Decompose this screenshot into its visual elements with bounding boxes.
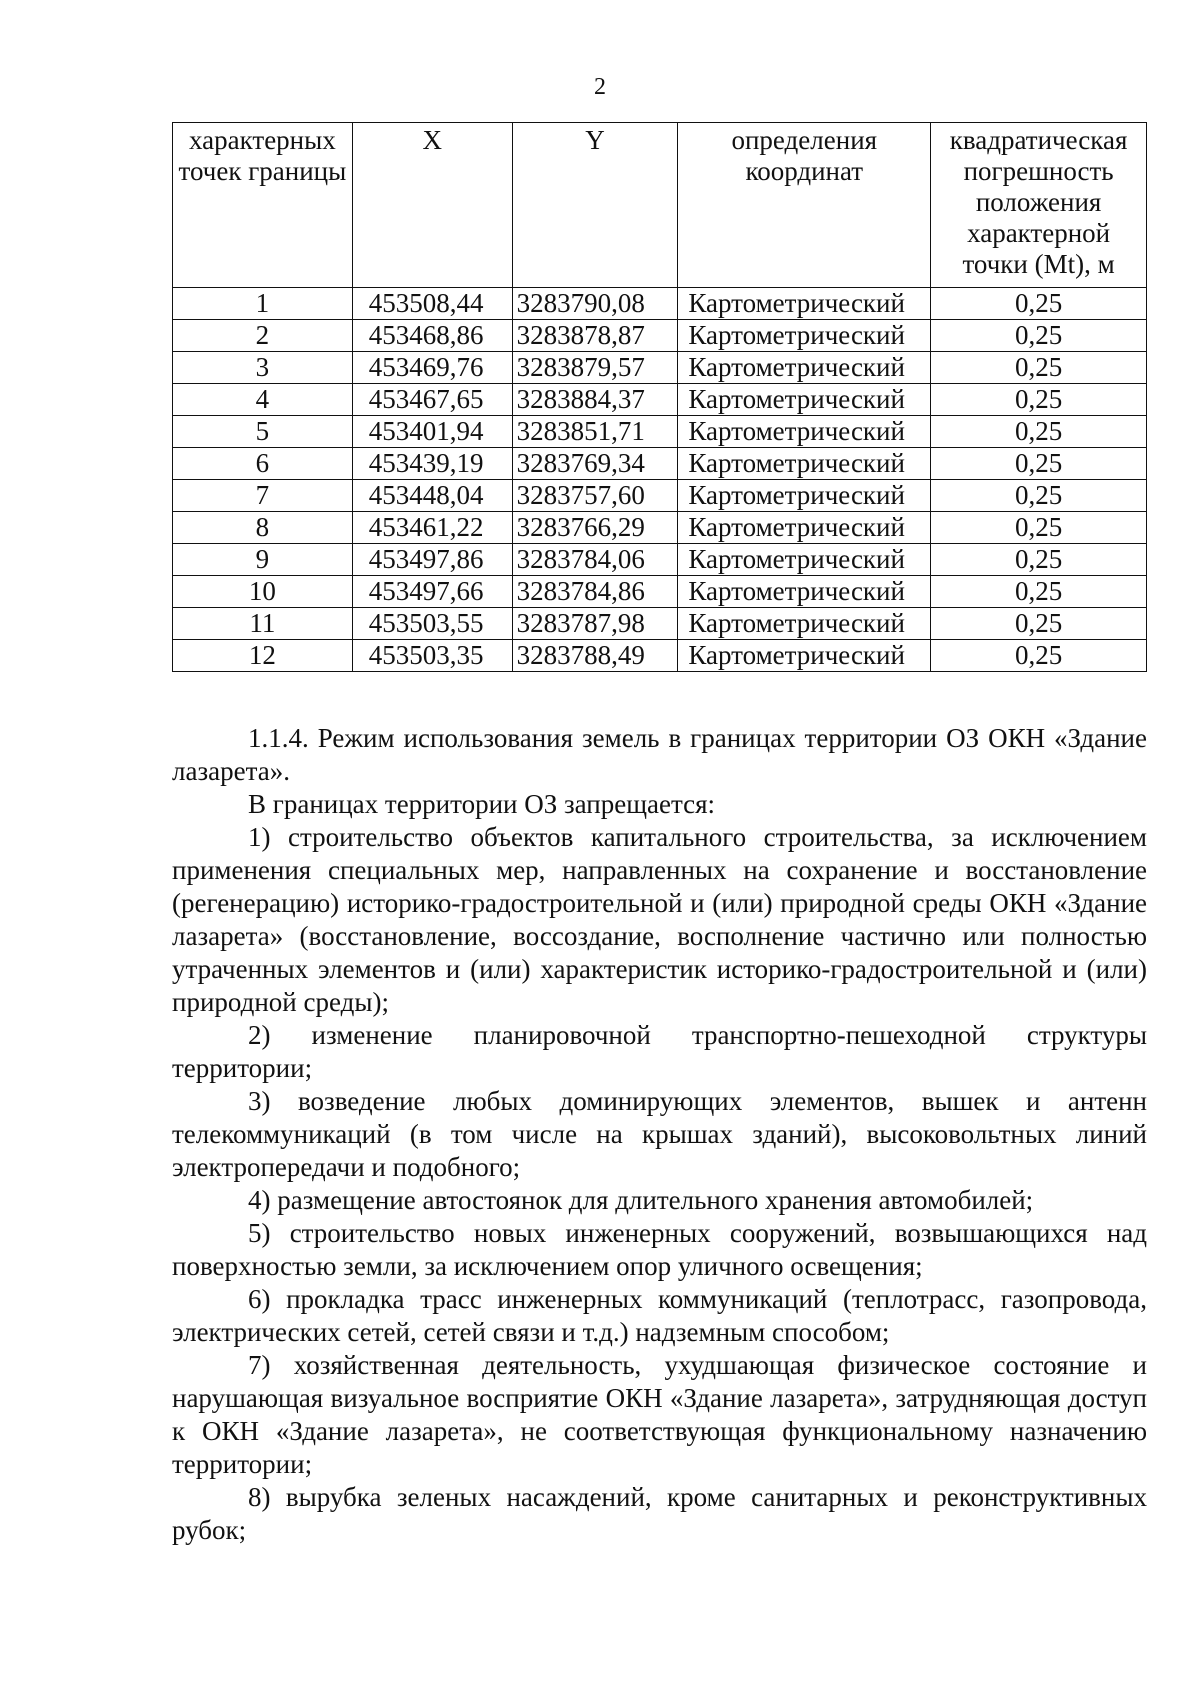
header-y: Y [512, 123, 678, 288]
point-number: 11 [173, 608, 353, 640]
y-coordinate: 3283878,87 [512, 320, 678, 352]
table-row [173, 448, 1147, 480]
x-coordinate: 453468,86 [352, 320, 512, 352]
intro-paragraph: В границах территории ОЗ запрещается: [248, 789, 716, 819]
point-number: 1 [173, 288, 353, 320]
list-item: 7) хозяйственная деятельность, ухудшающая физическое состояние и нарушающая визуальное восприятие ОКН «Здание лазарета», затрудняющая доступ к ОКН «Здание лазарета», не соответствующая функциональному назначению территории; [172, 1350, 1147, 1479]
method: Картометрический [678, 640, 931, 672]
point-number: 12 [173, 640, 353, 672]
error-value: 0,25 [931, 640, 1147, 672]
error-value: 0,25 [931, 480, 1147, 512]
x-coordinate: 453461,22 [352, 512, 512, 544]
method: Картометрический [678, 576, 931, 608]
list-item: 5) строительство новых инженерных сооружений, возвышающихся над поверхностью земли, за исключением опор уличного освещения; [172, 1218, 1147, 1281]
error-value: 0,25 [931, 512, 1147, 544]
error-value: 0,25 [931, 448, 1147, 480]
y-coordinate: 3283790,08 [512, 288, 678, 320]
header-point-number: характерных точек границы [173, 123, 353, 288]
x-coordinate: 453508,44 [352, 288, 512, 320]
y-coordinate: 3283884,37 [512, 384, 678, 416]
table-row [173, 480, 1147, 512]
section-heading: 1.1.4. Режим использования земель в границах территории ОЗ ОКН «Здание лазарета». [172, 723, 1147, 786]
table-row [173, 320, 1147, 352]
method: Картометрический [678, 448, 931, 480]
y-coordinate: 3283769,34 [512, 448, 678, 480]
point-number: 10 [173, 576, 353, 608]
error-value: 0,25 [931, 416, 1147, 448]
error-value: 0,25 [931, 544, 1147, 576]
error-value: 0,25 [931, 288, 1147, 320]
method: Картометрический [678, 320, 931, 352]
y-coordinate: 3283851,71 [512, 416, 678, 448]
y-coordinate: 3283784,06 [512, 544, 678, 576]
x-coordinate: 453503,35 [352, 640, 512, 672]
method: Картометрический [678, 512, 931, 544]
method: Картометрический [678, 416, 931, 448]
y-coordinate: 3283788,49 [512, 640, 678, 672]
x-coordinate: 453497,66 [352, 576, 512, 608]
table-row [173, 576, 1147, 608]
point-number: 5 [173, 416, 353, 448]
table-row [173, 640, 1147, 672]
point-number: 4 [173, 384, 353, 416]
table-row [173, 416, 1147, 448]
y-coordinate: 3283879,57 [512, 352, 678, 384]
table-row [173, 288, 1147, 320]
method: Картометрический [678, 352, 931, 384]
error-value: 0,25 [931, 352, 1147, 384]
coordinates-table [172, 122, 1147, 672]
method: Картометрический [678, 480, 931, 512]
table-row [173, 512, 1147, 544]
header-error: квадратическая погрешность положения характерной точки (Mt), м [931, 123, 1147, 288]
method: Картометрический [678, 384, 931, 416]
y-coordinate: 3283784,86 [512, 576, 678, 608]
point-number: 8 [173, 512, 353, 544]
x-coordinate: 453439,19 [352, 448, 512, 480]
header-method: определения координат [678, 123, 931, 288]
point-number: 6 [173, 448, 353, 480]
table-row [173, 608, 1147, 640]
x-coordinate: 453467,65 [352, 384, 512, 416]
y-coordinate: 3283787,98 [512, 608, 678, 640]
table-row [173, 544, 1147, 576]
list-item: 1) строительство объектов капитального строительства, за исключением применения специальных мер, направленных на сохранение и восстановление (регенерацию) историко-градостроительной и (или) природной среды ОКН «Здание лазарета» (восстановление, воссоздание, восполнение частично или полностью утраченных элементов и (или) характеристик историко-градостроительной и (или) природной среды); [172, 822, 1147, 1017]
list-item: 2) изменение планировочной транспортно-пешеходной структуры территории; [172, 1020, 1147, 1083]
x-coordinate: 453469,76 [352, 352, 512, 384]
table-row [173, 352, 1147, 384]
point-number: 3 [173, 352, 353, 384]
error-value: 0,25 [931, 320, 1147, 352]
table-row [173, 384, 1147, 416]
method: Картометрический [678, 288, 931, 320]
x-coordinate: 453503,55 [352, 608, 512, 640]
point-number: 9 [173, 544, 353, 576]
list-item: 6) прокладка трасс инженерных коммуникаций (теплотрасс, газопровода, электрических сетей, сетей связи и т.д.) надземным способом; [172, 1284, 1147, 1347]
y-coordinate: 3283757,60 [512, 480, 678, 512]
list-item: 3) возведение любых доминирующих элементов, вышек и антенн телекоммуникаций (в том числе на крышах зданий), высоковольтных линий электропередачи и подобного; [172, 1086, 1147, 1182]
y-coordinate: 3283766,29 [512, 512, 678, 544]
header-x: X [352, 123, 512, 288]
list-item: 8) вырубка зеленых насаждений, кроме санитарных и реконструктивных рубок; [172, 1482, 1147, 1545]
table-header-row [173, 123, 1147, 288]
error-value: 0,25 [931, 576, 1147, 608]
list-item: 4) размещение автостоянок для длительного хранения автомобилей; [248, 1185, 1034, 1215]
page-number: 2 [594, 74, 606, 100]
x-coordinate: 453497,86 [352, 544, 512, 576]
x-coordinate: 453448,04 [352, 480, 512, 512]
x-coordinate: 453401,94 [352, 416, 512, 448]
error-value: 0,25 [931, 608, 1147, 640]
method: Картометрический [678, 608, 931, 640]
point-number: 7 [173, 480, 353, 512]
point-number: 2 [173, 320, 353, 352]
method: Картометрический [678, 544, 931, 576]
error-value: 0,25 [931, 384, 1147, 416]
body-text [172, 722, 1147, 1547]
